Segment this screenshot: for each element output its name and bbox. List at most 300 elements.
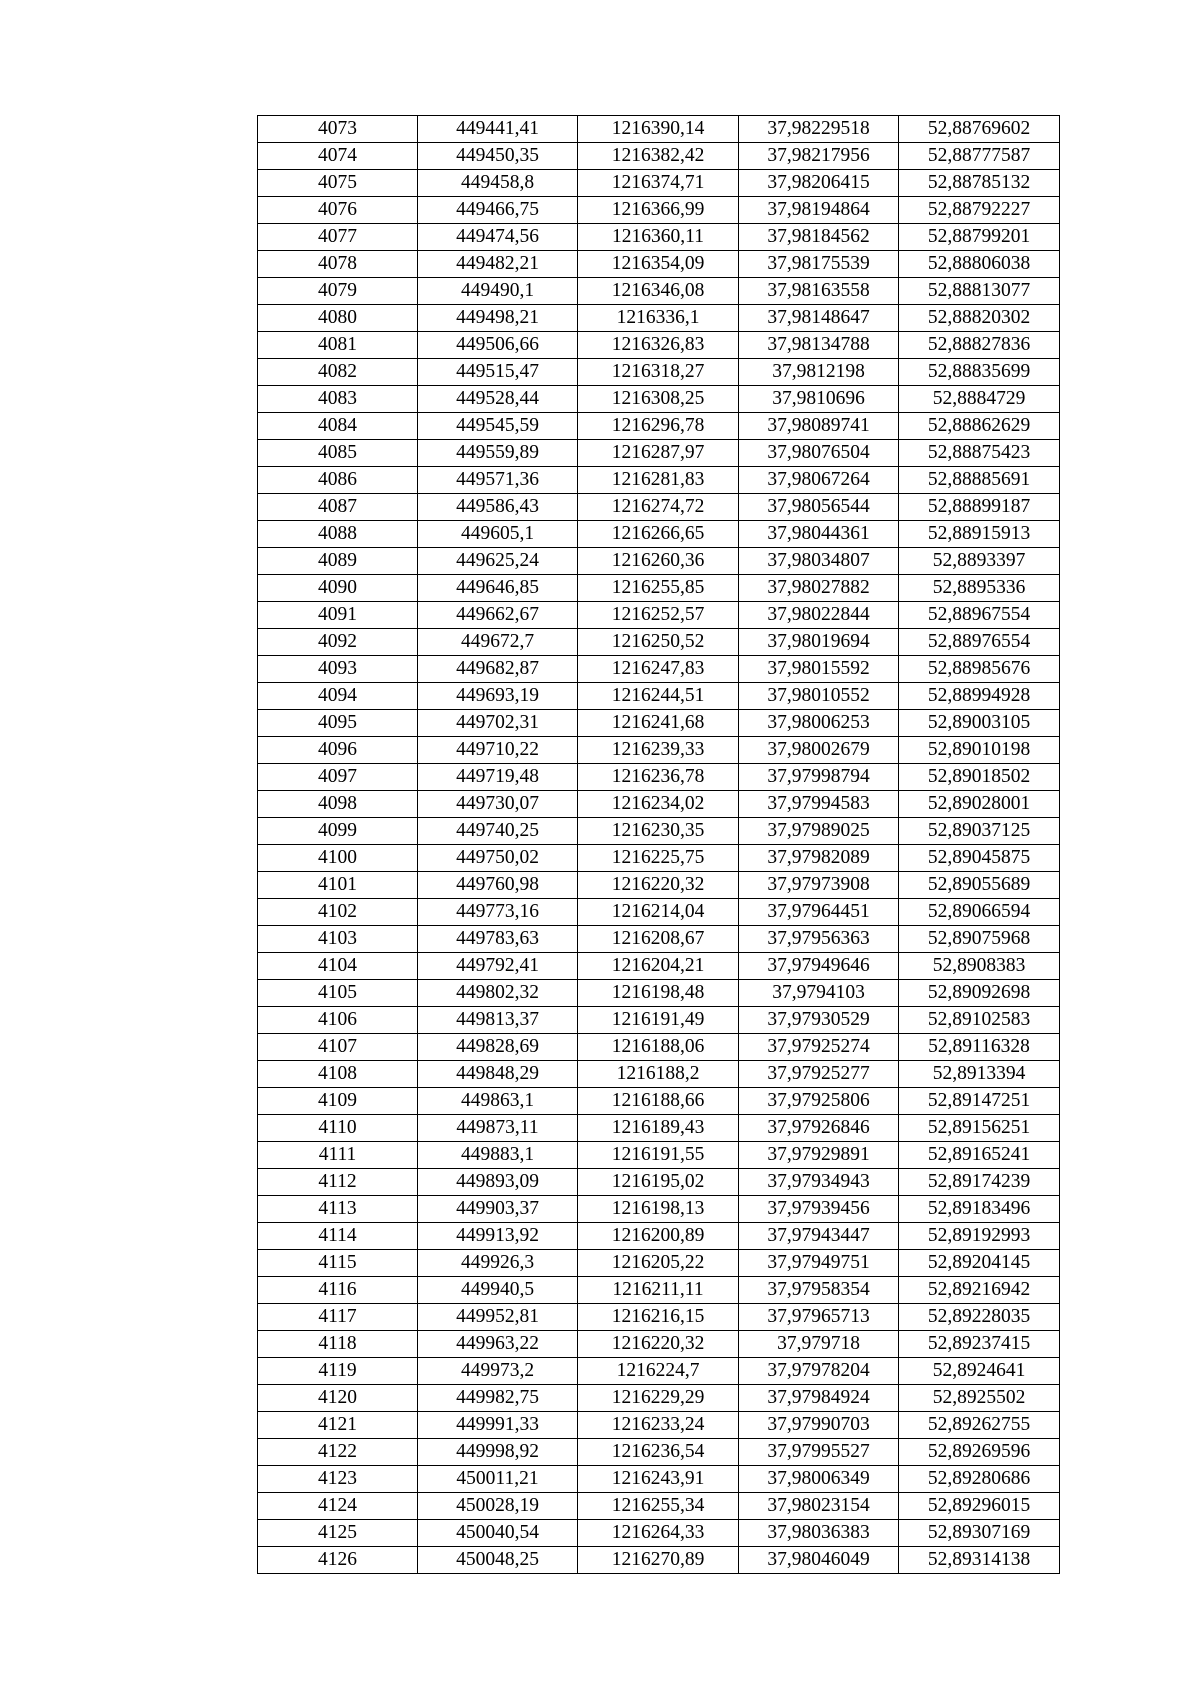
longitude-cell: 37,98023154 (739, 1493, 899, 1520)
longitude-cell: 37,98067264 (739, 467, 899, 494)
x-coordinate-cell: 449586,43 (418, 494, 578, 521)
table-row (258, 656, 1060, 683)
y-coordinate-cell: 1216318,27 (578, 359, 739, 386)
point-number-cell: 4112 (258, 1169, 418, 1196)
coordinates-table (257, 115, 1060, 1574)
y-coordinate-cell: 1216229,29 (578, 1385, 739, 1412)
table-row (258, 1007, 1060, 1034)
y-coordinate-cell: 1216287,97 (578, 440, 739, 467)
point-number-cell: 4117 (258, 1304, 418, 1331)
table-row (258, 1115, 1060, 1142)
point-number-cell: 4122 (258, 1439, 418, 1466)
table-row (258, 305, 1060, 332)
longitude-cell: 37,98134788 (739, 332, 899, 359)
table-row (258, 1223, 1060, 1250)
latitude-cell: 52,89147251 (899, 1088, 1060, 1115)
table-row (258, 413, 1060, 440)
point-number-cell: 4105 (258, 980, 418, 1007)
x-coordinate-cell: 449773,16 (418, 899, 578, 926)
point-number-cell: 4079 (258, 278, 418, 305)
longitude-cell: 37,97949646 (739, 953, 899, 980)
longitude-cell: 37,979718 (739, 1331, 899, 1358)
longitude-cell: 37,97926846 (739, 1115, 899, 1142)
table-row (258, 872, 1060, 899)
point-number-cell: 4076 (258, 197, 418, 224)
longitude-cell: 37,98036383 (739, 1520, 899, 1547)
x-coordinate-cell: 449490,1 (418, 278, 578, 305)
latitude-cell: 52,8884729 (899, 386, 1060, 413)
latitude-cell: 52,88813077 (899, 278, 1060, 305)
longitude-cell: 37,98076504 (739, 440, 899, 467)
latitude-cell: 52,89269596 (899, 1439, 1060, 1466)
y-coordinate-cell: 1216236,78 (578, 764, 739, 791)
table-row (258, 386, 1060, 413)
point-number-cell: 4082 (258, 359, 418, 386)
x-coordinate-cell: 449498,21 (418, 305, 578, 332)
table-row (258, 548, 1060, 575)
x-coordinate-cell: 449528,44 (418, 386, 578, 413)
latitude-cell: 52,88799201 (899, 224, 1060, 251)
y-coordinate-cell: 1216216,15 (578, 1304, 739, 1331)
table-row (258, 1412, 1060, 1439)
y-coordinate-cell: 1216255,85 (578, 575, 739, 602)
y-coordinate-cell: 1216270,89 (578, 1547, 739, 1574)
y-coordinate-cell: 1216247,83 (578, 656, 739, 683)
latitude-cell: 52,89174239 (899, 1169, 1060, 1196)
point-number-cell: 4073 (258, 116, 418, 143)
longitude-cell: 37,98175539 (739, 251, 899, 278)
point-number-cell: 4100 (258, 845, 418, 872)
longitude-cell: 37,97925277 (739, 1061, 899, 1088)
point-number-cell: 4077 (258, 224, 418, 251)
x-coordinate-cell: 449828,69 (418, 1034, 578, 1061)
y-coordinate-cell: 1216336,1 (578, 305, 739, 332)
longitude-cell: 37,98044361 (739, 521, 899, 548)
latitude-cell: 52,89055689 (899, 872, 1060, 899)
longitude-cell: 37,9812198 (739, 359, 899, 386)
longitude-cell: 37,98148647 (739, 305, 899, 332)
longitude-cell: 37,97995527 (739, 1439, 899, 1466)
table-row (258, 764, 1060, 791)
y-coordinate-cell: 1216354,09 (578, 251, 739, 278)
point-number-cell: 4104 (258, 953, 418, 980)
x-coordinate-cell: 449625,24 (418, 548, 578, 575)
longitude-cell: 37,97989025 (739, 818, 899, 845)
x-coordinate-cell: 449441,41 (418, 116, 578, 143)
y-coordinate-cell: 1216214,04 (578, 899, 739, 926)
point-number-cell: 4081 (258, 332, 418, 359)
y-coordinate-cell: 1216211,11 (578, 1277, 739, 1304)
table-row (258, 980, 1060, 1007)
table-row (258, 1142, 1060, 1169)
x-coordinate-cell: 449719,48 (418, 764, 578, 791)
x-coordinate-cell: 449466,75 (418, 197, 578, 224)
longitude-cell: 37,97925806 (739, 1088, 899, 1115)
table-row (258, 197, 1060, 224)
table-row (258, 1196, 1060, 1223)
table-row (258, 575, 1060, 602)
latitude-cell: 52,89037125 (899, 818, 1060, 845)
longitude-cell: 37,97929891 (739, 1142, 899, 1169)
latitude-cell: 52,89045875 (899, 845, 1060, 872)
y-coordinate-cell: 1216208,67 (578, 926, 739, 953)
x-coordinate-cell: 449474,56 (418, 224, 578, 251)
latitude-cell: 52,89183496 (899, 1196, 1060, 1223)
point-number-cell: 4075 (258, 170, 418, 197)
x-coordinate-cell: 449982,75 (418, 1385, 578, 1412)
longitude-cell: 37,97964451 (739, 899, 899, 926)
y-coordinate-cell: 1216220,32 (578, 872, 739, 899)
coordinates-table-body (258, 116, 1060, 1574)
x-coordinate-cell: 449883,1 (418, 1142, 578, 1169)
longitude-cell: 37,98006253 (739, 710, 899, 737)
x-coordinate-cell: 449646,85 (418, 575, 578, 602)
x-coordinate-cell: 449571,36 (418, 467, 578, 494)
latitude-cell: 52,89003105 (899, 710, 1060, 737)
point-number-cell: 4086 (258, 467, 418, 494)
x-coordinate-cell: 449710,22 (418, 737, 578, 764)
latitude-cell: 52,89028001 (899, 791, 1060, 818)
point-number-cell: 4093 (258, 656, 418, 683)
y-coordinate-cell: 1216390,14 (578, 116, 739, 143)
latitude-cell: 52,89116328 (899, 1034, 1060, 1061)
x-coordinate-cell: 449940,5 (418, 1277, 578, 1304)
table-row (258, 1169, 1060, 1196)
y-coordinate-cell: 1216374,71 (578, 170, 739, 197)
point-number-cell: 4090 (258, 575, 418, 602)
table-row (258, 629, 1060, 656)
latitude-cell: 52,89066594 (899, 899, 1060, 926)
table-row (258, 251, 1060, 278)
y-coordinate-cell: 1216366,99 (578, 197, 739, 224)
table-row (258, 170, 1060, 197)
longitude-cell: 37,98089741 (739, 413, 899, 440)
latitude-cell: 52,88785132 (899, 170, 1060, 197)
y-coordinate-cell: 1216198,48 (578, 980, 739, 1007)
y-coordinate-cell: 1216281,83 (578, 467, 739, 494)
point-number-cell: 4074 (258, 143, 418, 170)
latitude-cell: 52,89204145 (899, 1250, 1060, 1277)
latitude-cell: 52,88806038 (899, 251, 1060, 278)
table-row (258, 1466, 1060, 1493)
x-coordinate-cell: 449863,1 (418, 1088, 578, 1115)
table-row (258, 1061, 1060, 1088)
table-row (258, 953, 1060, 980)
longitude-cell: 37,98002679 (739, 737, 899, 764)
table-row (258, 899, 1060, 926)
latitude-cell: 52,89307169 (899, 1520, 1060, 1547)
latitude-cell: 52,89280686 (899, 1466, 1060, 1493)
point-number-cell: 4094 (258, 683, 418, 710)
x-coordinate-cell: 449682,87 (418, 656, 578, 683)
x-coordinate-cell: 449750,02 (418, 845, 578, 872)
y-coordinate-cell: 1216195,02 (578, 1169, 739, 1196)
x-coordinate-cell: 449740,25 (418, 818, 578, 845)
longitude-cell: 37,98015592 (739, 656, 899, 683)
latitude-cell: 52,89237415 (899, 1331, 1060, 1358)
point-number-cell: 4111 (258, 1142, 418, 1169)
y-coordinate-cell: 1216191,49 (578, 1007, 739, 1034)
x-coordinate-cell: 449702,31 (418, 710, 578, 737)
latitude-cell: 52,88885691 (899, 467, 1060, 494)
y-coordinate-cell: 1216189,43 (578, 1115, 739, 1142)
latitude-cell: 52,89010198 (899, 737, 1060, 764)
x-coordinate-cell: 450028,19 (418, 1493, 578, 1520)
x-coordinate-cell: 449760,98 (418, 872, 578, 899)
table-row (258, 926, 1060, 953)
point-number-cell: 4118 (258, 1331, 418, 1358)
table-row (258, 1385, 1060, 1412)
y-coordinate-cell: 1216233,24 (578, 1412, 739, 1439)
latitude-cell: 52,89075968 (899, 926, 1060, 953)
longitude-cell: 37,97943447 (739, 1223, 899, 1250)
y-coordinate-cell: 1216243,91 (578, 1466, 739, 1493)
point-number-cell: 4109 (258, 1088, 418, 1115)
point-number-cell: 4108 (258, 1061, 418, 1088)
latitude-cell: 52,89165241 (899, 1142, 1060, 1169)
point-number-cell: 4078 (258, 251, 418, 278)
y-coordinate-cell: 1216225,75 (578, 845, 739, 872)
latitude-cell: 52,88899187 (899, 494, 1060, 521)
point-number-cell: 4126 (258, 1547, 418, 1574)
y-coordinate-cell: 1216382,42 (578, 143, 739, 170)
table-row (258, 467, 1060, 494)
longitude-cell: 37,97982089 (739, 845, 899, 872)
table-row (258, 1547, 1060, 1574)
point-number-cell: 4099 (258, 818, 418, 845)
y-coordinate-cell: 1216252,57 (578, 602, 739, 629)
point-number-cell: 4087 (258, 494, 418, 521)
table-row (258, 440, 1060, 467)
table-row (258, 791, 1060, 818)
y-coordinate-cell: 1216239,33 (578, 737, 739, 764)
table-row (258, 143, 1060, 170)
x-coordinate-cell: 449973,2 (418, 1358, 578, 1385)
x-coordinate-cell: 449893,09 (418, 1169, 578, 1196)
point-number-cell: 4095 (258, 710, 418, 737)
latitude-cell: 52,89262755 (899, 1412, 1060, 1439)
x-coordinate-cell: 449482,21 (418, 251, 578, 278)
longitude-cell: 37,97958354 (739, 1277, 899, 1304)
table-row (258, 818, 1060, 845)
latitude-cell: 52,89018502 (899, 764, 1060, 791)
longitude-cell: 37,98022844 (739, 602, 899, 629)
longitude-cell: 37,97978204 (739, 1358, 899, 1385)
point-number-cell: 4121 (258, 1412, 418, 1439)
x-coordinate-cell: 449963,22 (418, 1331, 578, 1358)
x-coordinate-cell: 449450,35 (418, 143, 578, 170)
y-coordinate-cell: 1216266,65 (578, 521, 739, 548)
point-number-cell: 4091 (258, 602, 418, 629)
table-row (258, 116, 1060, 143)
y-coordinate-cell: 1216236,54 (578, 1439, 739, 1466)
longitude-cell: 37,97998794 (739, 764, 899, 791)
latitude-cell: 52,88985676 (899, 656, 1060, 683)
y-coordinate-cell: 1216188,06 (578, 1034, 739, 1061)
y-coordinate-cell: 1216241,68 (578, 710, 739, 737)
longitude-cell: 37,98006349 (739, 1466, 899, 1493)
longitude-cell: 37,9810696 (739, 386, 899, 413)
latitude-cell: 52,89314138 (899, 1547, 1060, 1574)
x-coordinate-cell: 449913,92 (418, 1223, 578, 1250)
table-row (258, 1088, 1060, 1115)
longitude-cell: 37,97934943 (739, 1169, 899, 1196)
x-coordinate-cell: 449458,8 (418, 170, 578, 197)
x-coordinate-cell: 450011,21 (418, 1466, 578, 1493)
longitude-cell: 37,97984924 (739, 1385, 899, 1412)
x-coordinate-cell: 449605,1 (418, 521, 578, 548)
point-number-cell: 4084 (258, 413, 418, 440)
longitude-cell: 37,98010552 (739, 683, 899, 710)
latitude-cell: 52,89192993 (899, 1223, 1060, 1250)
latitude-cell: 52,8893397 (899, 548, 1060, 575)
x-coordinate-cell: 449559,89 (418, 440, 578, 467)
point-number-cell: 4120 (258, 1385, 418, 1412)
y-coordinate-cell: 1216224,7 (578, 1358, 739, 1385)
longitude-cell: 37,98027882 (739, 575, 899, 602)
point-number-cell: 4083 (258, 386, 418, 413)
latitude-cell: 52,8908383 (899, 953, 1060, 980)
longitude-cell: 37,97925274 (739, 1034, 899, 1061)
y-coordinate-cell: 1216198,13 (578, 1196, 739, 1223)
point-number-cell: 4123 (258, 1466, 418, 1493)
table-row (258, 278, 1060, 305)
latitude-cell: 52,8913394 (899, 1061, 1060, 1088)
x-coordinate-cell: 449926,3 (418, 1250, 578, 1277)
point-number-cell: 4124 (258, 1493, 418, 1520)
y-coordinate-cell: 1216188,66 (578, 1088, 739, 1115)
y-coordinate-cell: 1216360,11 (578, 224, 739, 251)
latitude-cell: 52,88875423 (899, 440, 1060, 467)
point-number-cell: 4125 (258, 1520, 418, 1547)
longitude-cell: 37,98206415 (739, 170, 899, 197)
latitude-cell: 52,88994928 (899, 683, 1060, 710)
point-number-cell: 4092 (258, 629, 418, 656)
latitude-cell: 52,88967554 (899, 602, 1060, 629)
table-row (258, 359, 1060, 386)
y-coordinate-cell: 1216264,33 (578, 1520, 739, 1547)
table-row (258, 1493, 1060, 1520)
latitude-cell: 52,88827836 (899, 332, 1060, 359)
latitude-cell: 52,89296015 (899, 1493, 1060, 1520)
latitude-cell: 52,89216942 (899, 1277, 1060, 1304)
y-coordinate-cell: 1216250,52 (578, 629, 739, 656)
latitude-cell: 52,88820302 (899, 305, 1060, 332)
x-coordinate-cell: 449515,47 (418, 359, 578, 386)
latitude-cell: 52,8925502 (899, 1385, 1060, 1412)
table-row (258, 521, 1060, 548)
x-coordinate-cell: 449792,41 (418, 953, 578, 980)
point-number-cell: 4113 (258, 1196, 418, 1223)
x-coordinate-cell: 449802,32 (418, 980, 578, 1007)
table-row (258, 1439, 1060, 1466)
x-coordinate-cell: 449662,67 (418, 602, 578, 629)
longitude-cell: 37,97973908 (739, 872, 899, 899)
latitude-cell: 52,8924641 (899, 1358, 1060, 1385)
x-coordinate-cell: 449903,37 (418, 1196, 578, 1223)
point-number-cell: 4102 (258, 899, 418, 926)
point-number-cell: 4097 (258, 764, 418, 791)
point-number-cell: 4085 (258, 440, 418, 467)
table-row (258, 683, 1060, 710)
longitude-cell: 37,98184562 (739, 224, 899, 251)
longitude-cell: 37,98034807 (739, 548, 899, 575)
y-coordinate-cell: 1216296,78 (578, 413, 739, 440)
x-coordinate-cell: 449952,81 (418, 1304, 578, 1331)
point-number-cell: 4114 (258, 1223, 418, 1250)
table-row (258, 1331, 1060, 1358)
y-coordinate-cell: 1216260,36 (578, 548, 739, 575)
x-coordinate-cell: 449848,29 (418, 1061, 578, 1088)
latitude-cell: 52,89092698 (899, 980, 1060, 1007)
table-row (258, 1034, 1060, 1061)
x-coordinate-cell: 449813,37 (418, 1007, 578, 1034)
x-coordinate-cell: 449693,19 (418, 683, 578, 710)
longitude-cell: 37,97949751 (739, 1250, 899, 1277)
y-coordinate-cell: 1216220,32 (578, 1331, 739, 1358)
table-row (258, 224, 1060, 251)
point-number-cell: 4116 (258, 1277, 418, 1304)
x-coordinate-cell: 449672,7 (418, 629, 578, 656)
x-coordinate-cell: 449506,66 (418, 332, 578, 359)
latitude-cell: 52,88777587 (899, 143, 1060, 170)
point-number-cell: 4098 (258, 791, 418, 818)
y-coordinate-cell: 1216205,22 (578, 1250, 739, 1277)
x-coordinate-cell: 449991,33 (418, 1412, 578, 1439)
longitude-cell: 37,9794103 (739, 980, 899, 1007)
y-coordinate-cell: 1216244,51 (578, 683, 739, 710)
longitude-cell: 37,97939456 (739, 1196, 899, 1223)
table-row (258, 710, 1060, 737)
longitude-cell: 37,97994583 (739, 791, 899, 818)
point-number-cell: 4103 (258, 926, 418, 953)
latitude-cell: 52,89156251 (899, 1115, 1060, 1142)
x-coordinate-cell: 449873,11 (418, 1115, 578, 1142)
table-row (258, 1358, 1060, 1385)
latitude-cell: 52,89228035 (899, 1304, 1060, 1331)
y-coordinate-cell: 1216308,25 (578, 386, 739, 413)
x-coordinate-cell: 449730,07 (418, 791, 578, 818)
latitude-cell: 52,88862629 (899, 413, 1060, 440)
y-coordinate-cell: 1216230,35 (578, 818, 739, 845)
table-row (258, 845, 1060, 872)
longitude-cell: 37,97965713 (739, 1304, 899, 1331)
point-number-cell: 4096 (258, 737, 418, 764)
y-coordinate-cell: 1216346,08 (578, 278, 739, 305)
y-coordinate-cell: 1216204,21 (578, 953, 739, 980)
point-number-cell: 4080 (258, 305, 418, 332)
y-coordinate-cell: 1216255,34 (578, 1493, 739, 1520)
point-number-cell: 4119 (258, 1358, 418, 1385)
x-coordinate-cell: 450048,25 (418, 1547, 578, 1574)
y-coordinate-cell: 1216200,89 (578, 1223, 739, 1250)
table-row (258, 332, 1060, 359)
y-coordinate-cell: 1216191,55 (578, 1142, 739, 1169)
y-coordinate-cell: 1216326,83 (578, 332, 739, 359)
y-coordinate-cell: 1216234,02 (578, 791, 739, 818)
longitude-cell: 37,98217956 (739, 143, 899, 170)
point-number-cell: 4101 (258, 872, 418, 899)
longitude-cell: 37,98056544 (739, 494, 899, 521)
point-number-cell: 4115 (258, 1250, 418, 1277)
longitude-cell: 37,98046049 (739, 1547, 899, 1574)
latitude-cell: 52,88769602 (899, 116, 1060, 143)
longitude-cell: 37,97990703 (739, 1412, 899, 1439)
table-row (258, 737, 1060, 764)
table-row (258, 494, 1060, 521)
point-number-cell: 4106 (258, 1007, 418, 1034)
table-row (258, 1304, 1060, 1331)
